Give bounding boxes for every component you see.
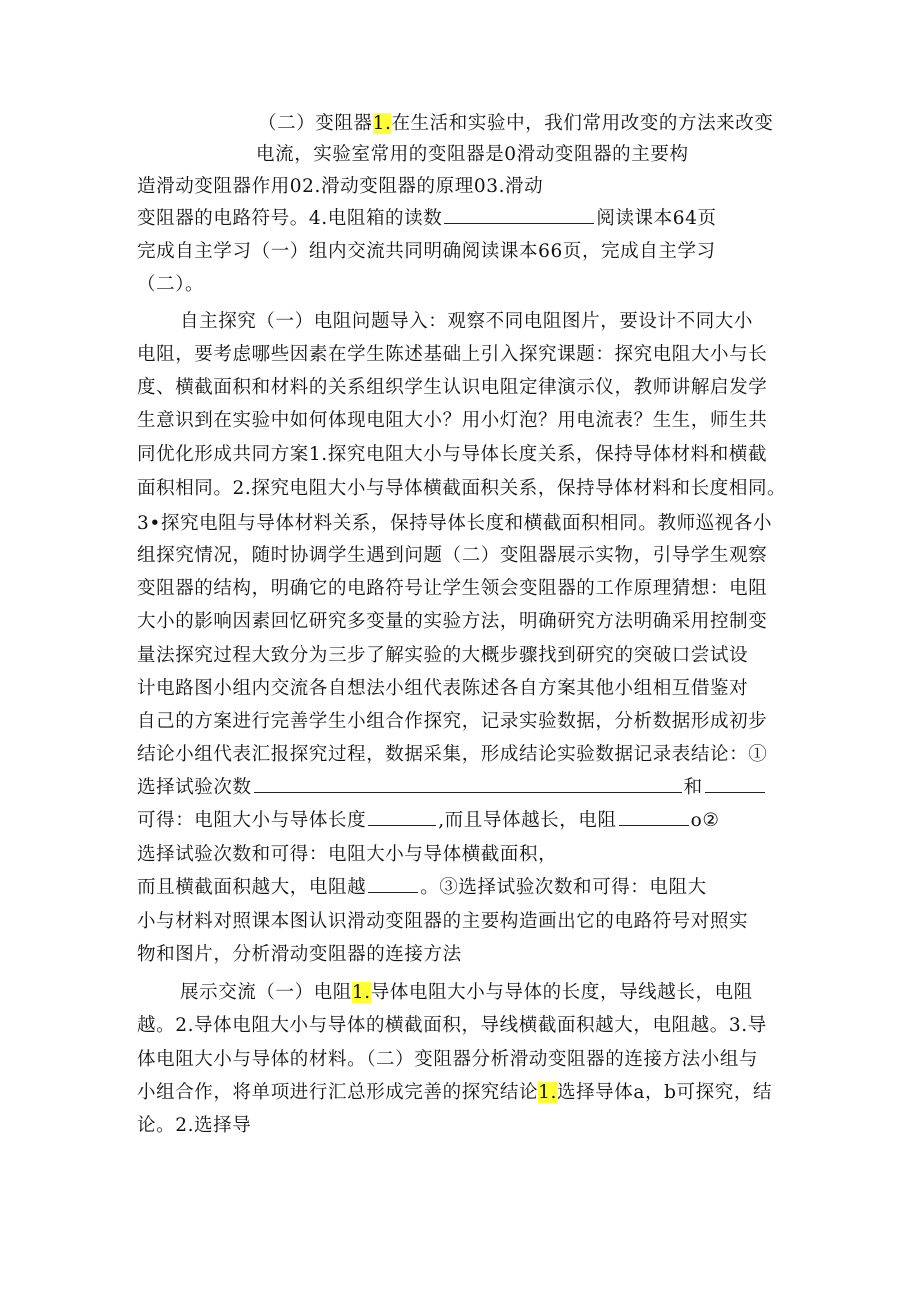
text-line xyxy=(137,1078,772,1108)
text-line xyxy=(137,474,786,504)
text-span: （二）。 xyxy=(137,274,205,295)
text-line xyxy=(137,237,716,267)
text-line xyxy=(137,373,767,403)
text-line xyxy=(137,674,748,704)
text-span: 面积相同。2.探究电阻大小与导体横截面积关系，保持导体材料和长度相同。 xyxy=(137,478,787,499)
text-span: 。③选择试验次数和可得：电阻大 xyxy=(420,877,707,898)
text-line xyxy=(137,641,748,671)
text-span: 小组合作，将单项进行汇总形成完善的探究结论 xyxy=(137,1082,539,1103)
text-line xyxy=(137,1045,758,1075)
text-span: 自主探究（一）电阻问题导入：观察不同电阻图片，要设计不同大小 xyxy=(180,311,754,332)
text-span: 选择导体a，b可探究，结 xyxy=(556,1082,773,1103)
text-line xyxy=(137,574,767,604)
text-span: 论。2.选择导 xyxy=(137,1115,252,1136)
fill-in-blank xyxy=(619,807,689,826)
text-line xyxy=(137,172,543,202)
text-span: 在生活和实验中，我们常用改变的方法来改变 xyxy=(391,113,774,134)
text-span: 3•探究电阻与导体材料关系，保持导体长度和横截面积相同。教师巡视各小 xyxy=(137,513,773,534)
text-line xyxy=(137,204,717,234)
text-line xyxy=(137,840,557,870)
text-line xyxy=(180,307,753,337)
text-span: 度、横截面积和材料的关系组织学生认识电阻定律演示仪，教师讲解启发学 xyxy=(137,377,768,398)
text-span: o② xyxy=(690,810,720,831)
text-line xyxy=(137,873,707,903)
text-span: 选择试验次数 xyxy=(137,777,252,798)
text-line xyxy=(137,907,748,937)
text-span: 电流，实验室常用的变阻器是0滑动变阻器的主要构 xyxy=(256,144,689,165)
text-line xyxy=(137,940,462,970)
text-span: 造滑动变阻器作用02.滑动变阻器的原理03.滑动 xyxy=(137,176,544,197)
text-span: 大小的影响因素回忆研究多变量的实验方法，明确研究方法明确采用控制变 xyxy=(137,611,768,632)
text-line xyxy=(137,806,720,836)
text-span: 小与材料对照课本图认识滑动变阻器的主要构造画出它的电路符号对照实 xyxy=(137,911,749,932)
text-line xyxy=(137,440,767,470)
text-span: 物和图片，分析滑动变阻器的连接方法 xyxy=(137,944,462,965)
fill-in-blank xyxy=(368,874,418,893)
text-span: 量法探究过程大致分为三步了解实验的大概步骤找到研究的突破口尝试设 xyxy=(137,645,749,666)
text-line xyxy=(180,978,753,1008)
text-line xyxy=(137,740,767,770)
text-span: ,而且导体越长，电阻 xyxy=(438,810,617,831)
text-line xyxy=(137,541,767,571)
text-line xyxy=(137,707,767,737)
text-span: 展示交流（一）电阻 xyxy=(180,982,352,1003)
text-span: 可得：电阻大小与导体长度 xyxy=(137,810,367,831)
text-span: 变阻器的电路符号。4.电阻箱的读数 xyxy=(137,208,443,229)
highlight-mark: 1. xyxy=(372,113,392,134)
text-span: 和 xyxy=(683,777,703,798)
text-span: 导体电阻大小与导体的长度，导线越长，电阻 xyxy=(370,982,753,1003)
highlight-mark: 1. xyxy=(351,982,371,1003)
text-span: 自己的方案进行完善学生小组合作探究，记录实验数据，分析数据形成初步 xyxy=(137,711,768,732)
fill-in-blank xyxy=(254,774,682,793)
text-span: 选择试验次数和可得：电阻大小与导体横截面积， xyxy=(137,844,558,865)
text-line xyxy=(137,1111,251,1141)
text-span: 体电阻大小与导体的材料。（二）变阻器分析滑动变阻器的连接方法小组与 xyxy=(137,1049,759,1070)
text-line xyxy=(137,406,767,436)
text-span: 组探究情况，随时协调学生遇到问题（二）变阻器展示实物，引导学生观察 xyxy=(137,545,768,566)
text-span: 变阻器的结构，明确它的电路符号让学生领会变阻器的工作原理猜想：电阻 xyxy=(137,578,768,599)
text-line xyxy=(137,607,767,637)
text-span: 阅读课本64页 xyxy=(596,208,717,229)
text-line xyxy=(137,509,772,539)
text-span: 生意识到在实验中如何体现电阻大小？用小灯泡？用电流表？生生，师生共 xyxy=(137,410,768,431)
fill-in-blank xyxy=(368,807,436,826)
text-span: （二）变阻器 xyxy=(258,113,373,134)
text-line xyxy=(137,340,767,370)
text-span: 而且横截面积越大，电阻越 xyxy=(137,877,367,898)
text-line xyxy=(137,1011,767,1041)
text-line xyxy=(256,140,689,170)
fill-in-blank xyxy=(705,774,765,793)
text-line xyxy=(137,773,767,803)
fill-in-blank xyxy=(444,205,594,224)
text-line xyxy=(258,109,773,139)
text-span: 电阻，要考虑哪些因素在学生陈述基础上引入探究课题：探究电阻大小与长 xyxy=(137,344,768,365)
highlight-mark: 1. xyxy=(538,1082,557,1103)
text-span: 结论小组代表汇报探究过程，数据采集，形成结论实验数据记录表结论：① xyxy=(137,744,768,765)
text-line xyxy=(137,270,204,300)
text-span: 越。2.导体电阻大小与导体的横截面积，导线横截面积越大，电阻越。3.导 xyxy=(137,1015,767,1036)
text-span: 同优化形成共同方案1.探究电阻大小与导体长度关系，保持导体材料和横截 xyxy=(137,444,768,465)
text-span: 计电路图小组内交流各自想法小组代表陈述各自方案其他小组相互借鉴对 xyxy=(137,678,749,699)
text-span: 完成自主学习（一）组内交流共同明确阅读课本66页，完成自主学习 xyxy=(137,241,716,262)
